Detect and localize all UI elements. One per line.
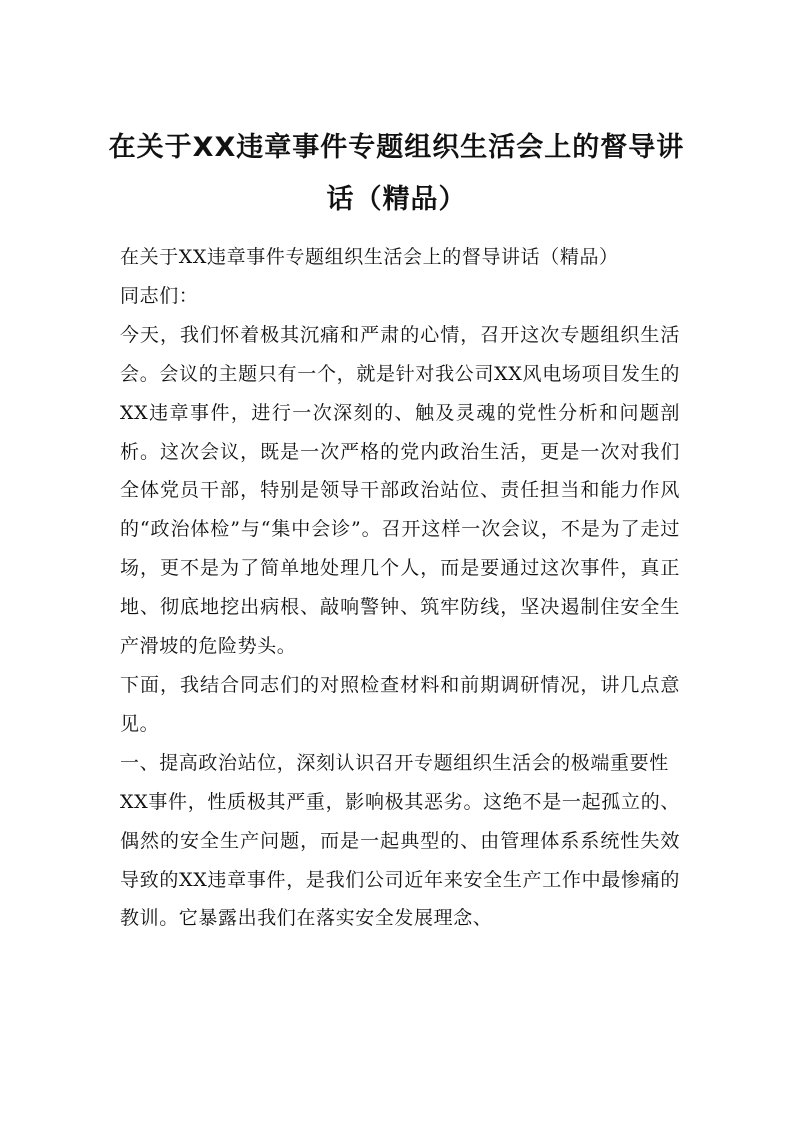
opening-paragraph: 今天，我们怀着极其沉痛和严肃的心情，召开这次专题组织生活会。会议的主题只有一个，就是针对我公司XX风电场项目发生的XX违章事件，进行一次深刻的、触及灵魂的党性分析和问题剖析。这次会议，既是一次严格的党内政治生活，更是一次对我们全体党员干部，特别是领导干部政治站位、责任担当和能力作风的“政治体检”与“集中会诊”。召开这样一次会议，不是为了走过场，更不是为了简单地处理几个人，而是要通过这次事件，真正地、彻底地挖出病根、敲响警钟、筑牢防线，坚决遏制住安全生产滑坡的危险势头。: [120, 323, 680, 658]
document-body: [120, 238, 680, 938]
transition-paragraph: 下面，我结合同志们的对照检查材料和前期调研情况，讲几点意见。: [120, 673, 680, 735]
section-heading-1: 一、提高政治站位，深刻认识召开专题组织生活会的极端重要性: [120, 751, 669, 774]
document-title: 在关于XX违章事件专题组织生活会上的督导讲话（精品）: [108, 132, 685, 215]
salutation-paragraph: 同志们：: [120, 284, 199, 307]
section-1-paragraph: XX事件，性质极其严重，影响极其恶劣。这绝不是一起孤立的、偶然的安全生产问题，而是一起典型的、由管理体系系统性失效导致的XX违章事件，是我们公司近年来安全生产工作中最惨痛的教训。它暴露出我们在落实安全发展理念、: [120, 790, 680, 930]
repeated-title-paragraph: 在关于XX违章事件专题组织生活会上的督导讲话（精品）: [120, 246, 619, 268]
